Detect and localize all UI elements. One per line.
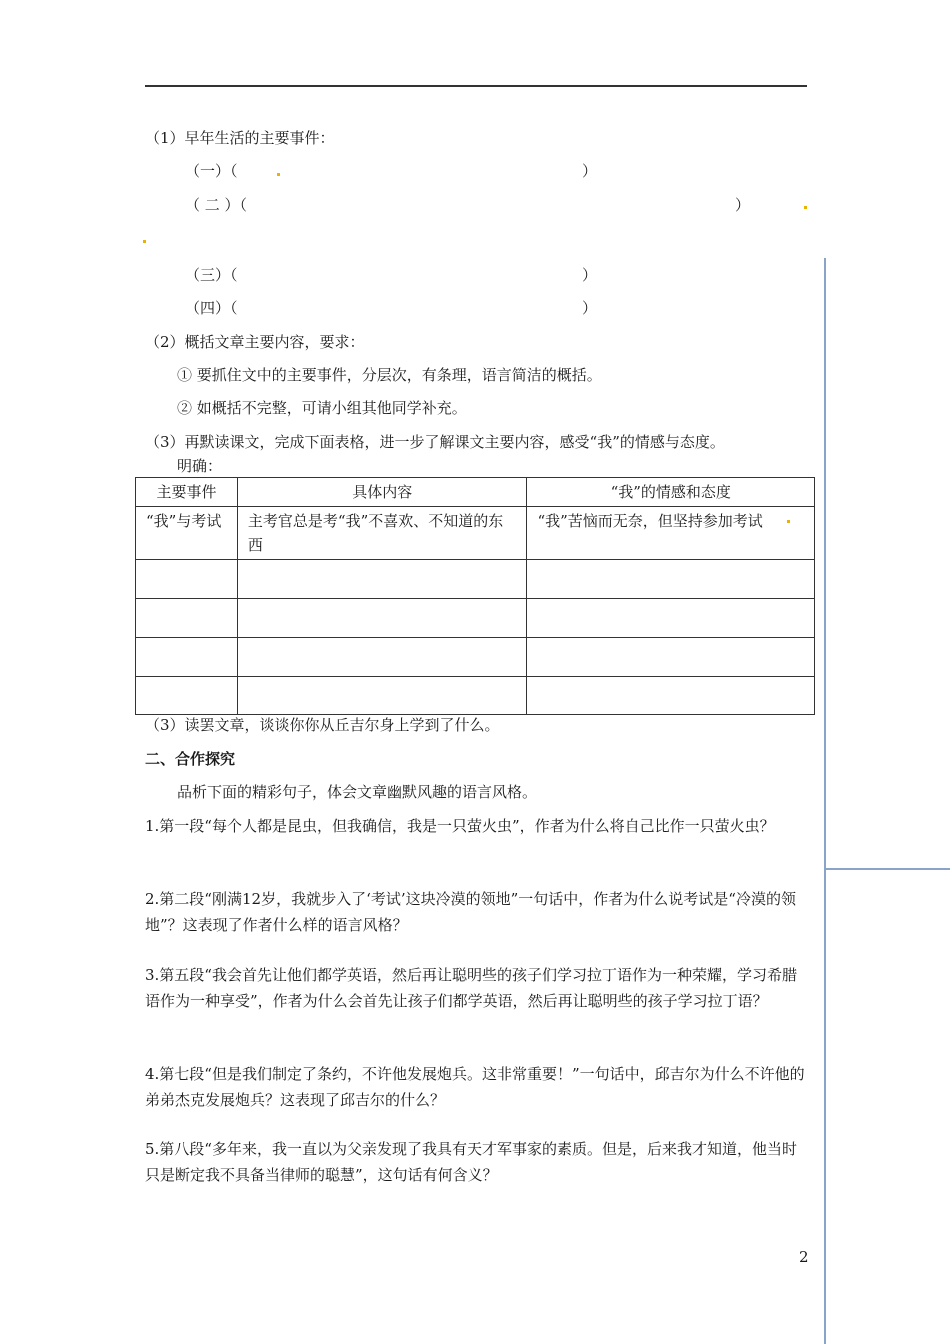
table-cell[interactable] [237, 677, 527, 715]
q1-item-2-label: （ 二 ）（ [185, 196, 248, 214]
table-cell: “我”苦恼而无奈，但坚持参加考试 [527, 507, 815, 560]
q1-item-3-label: （三）（ [185, 266, 238, 284]
table-cell[interactable] [527, 599, 815, 638]
table-cell[interactable] [136, 638, 238, 677]
table-cell[interactable] [237, 599, 527, 638]
page-number: 2 [799, 1248, 809, 1266]
table-cell[interactable] [237, 560, 527, 599]
q4-prompt: （3）读罢文章，谈谈你你从丘吉尔身上学到了什么。 [145, 716, 500, 734]
table-row [136, 677, 815, 715]
highlight-mark [277, 173, 280, 176]
highlight-mark [143, 240, 146, 243]
table-row [136, 507, 815, 560]
table-row [136, 638, 815, 677]
question-3: 3.第五段“我会首先让他们都学英语，然后再让聪明些的孩子们学习拉丁语作为一种荣耀，学习希腊语作为一种享受”，作者为什么会首先让孩子们都学英语，然后再让聪明些的孩子学习拉丁语？ [145, 966, 797, 1010]
table-cell[interactable] [136, 677, 238, 715]
q1-title: （1）早年生活的主要事件： [145, 129, 335, 147]
table-cell[interactable] [527, 560, 815, 599]
table-row [136, 599, 815, 638]
events-table [135, 477, 815, 715]
table-header-cell: 具体内容 [237, 478, 527, 507]
q3-title: （3）再默读课文，完成下面表格，进一步了解课文主要内容，感受“我”的情感与态度。 [145, 433, 725, 451]
header-rule [145, 85, 807, 87]
table-row [136, 560, 815, 599]
q3-mingque: 明确： [177, 457, 223, 475]
margin-line-horizontal [824, 868, 950, 870]
q1-item-2-close: ） [735, 196, 751, 214]
table-header-cell: 主要事件 [136, 478, 238, 507]
q1-item-4-label: （四）（ [185, 299, 238, 317]
highlight-mark [804, 206, 807, 209]
table-cell[interactable] [527, 677, 815, 715]
table-cell: 主考官总是考“我”不喜欢、不知道的东西 [237, 507, 527, 560]
q1-item-4-close: ） [582, 299, 598, 317]
question-4: 4.第七段“但是我们制定了条约，不许他发展炮兵。这非常重要！”一句话中，邱吉尔为什么不许他的弟弟杰克发展炮兵？这表现了邱吉尔的什么？ [145, 1065, 805, 1109]
q1-item-1-label: （一）（ [185, 162, 238, 180]
q1-item-3-close: ） [582, 266, 598, 284]
table-cell: “我”与考试 [136, 507, 238, 560]
section2-heading: 二、合作探究 [145, 750, 236, 768]
table-cell[interactable] [527, 638, 815, 677]
table-cell[interactable] [237, 638, 527, 677]
q2-title: （2）概括文章主要内容，要求： [145, 333, 365, 351]
section2-intro: 品析下面的精彩句子，体会文章幽默风趣的语言风格。 [177, 783, 538, 801]
question-1: 1.第一段“每个人都是昆虫，但我确信，我是一只萤火虫”，作者为什么将自己比作一只萤火虫？ [145, 817, 775, 835]
table-cell[interactable] [136, 599, 238, 638]
question-5: 5.第八段“多年来，我一直以为父亲发现了我具有天才军事家的素质。但是，后来我才知道，他当时只是断定我不具备当律师的聪慧”，这句话有何含义？ [145, 1140, 797, 1184]
question-2: 2.第二段“刚满12岁，我就步入了‘考试’这块冷漠的领地”一句话中，作者为什么说考试是“冷漠的领地”？这表现了作者什么样的语言风格？ [145, 890, 796, 934]
q1-item-1-close: ） [582, 162, 598, 180]
q2-requirement-1: ① 要抓住文中的主要事件，分层次，有条理，语言简洁的概括。 [177, 366, 602, 384]
table-cell[interactable] [136, 560, 238, 599]
q2-requirement-2: ② 如概括不完整，可请小组其他同学补充。 [177, 399, 467, 417]
margin-line-vertical [824, 258, 826, 1344]
table-header-row [136, 478, 815, 507]
table-header-cell: “我”的情感和态度 [527, 478, 815, 507]
